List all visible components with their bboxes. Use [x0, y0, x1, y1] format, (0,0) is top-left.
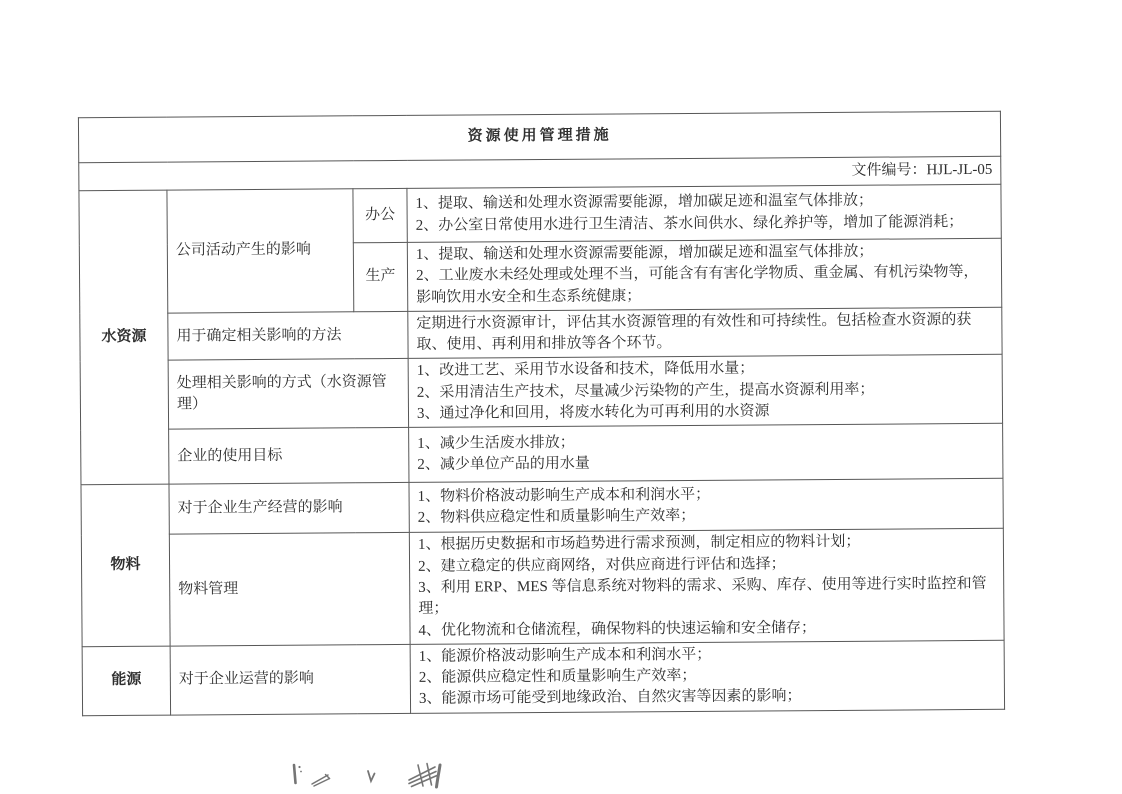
doc-number: 文件编号：HJL-JL-05 [79, 156, 1001, 190]
table-row [81, 424, 1003, 485]
category-water: 水资源 [79, 190, 169, 485]
content-usage-target: 1、减少生活废水排放； 2、减少单位产品的用水量 [409, 424, 1003, 483]
table-row [79, 184, 1001, 244]
table-row [82, 640, 1004, 715]
handwriting-fragments-icon [275, 748, 465, 794]
table-row [80, 307, 1002, 361]
resource-management-table [78, 111, 1005, 716]
item-impact-handling-method: 处理相关影响的方式（水资源管理） [168, 359, 408, 430]
category-material: 物料 [81, 484, 170, 646]
page-title: 资源使用管理措施 [78, 111, 1000, 162]
item-impact-determination-method: 用于确定相关影响的方法 [168, 311, 408, 360]
title-row [78, 111, 1000, 162]
content-office-impact: 1、提取、输送和处理水资源需要能源，增加碳足迹和温室气体排放； 2、办公室日常使用水进行卫生清洁、茶水间供水、绿化养护等，增加了能源消耗； [407, 184, 1001, 242]
content-material-management: 1、根据历史数据和市场趋势进行需求预测，制定相应的物料计划； 2、建立稳定的供应商网络，对供应商进行评估和选择； 3、利用 ERP、MES 等信息系统对物料的需求、采购、库存、使用等进行实时监控和管理； 4、优化物流和仓储流程，确保物料的快速运输和安全储存； [409, 529, 1004, 645]
table-row [81, 529, 1004, 647]
category-energy: 能源 [82, 646, 170, 716]
sub-office: 办公 [353, 188, 407, 242]
item-usage-target: 企业的使用目标 [169, 428, 409, 485]
content-energy-operation-impact: 1、能源价格波动影响生产成本和利润水平； 2、能源供应稳定性和质量影响生产效率； 3、能源市场可能受到地缘政治、自然灾害等因素的影响； [410, 640, 1004, 713]
content-impact-determination-method: 定期进行水资源审计，评估其水资源管理的有效性和可持续性。包括检查水资源的获取、使用、再利用和排放等各个环节。 [408, 307, 1002, 359]
content-production-impact: 1、提取、输送和处理水资源需要能源，增加碳足迹和温室气体排放； 2、工业废水未经处理或处理不当，可能含有有害化学物质、重金属、有机污染物等，影响饮用水安全和生态系统健康； [407, 238, 1001, 311]
content-impact-handling-method: 1、改进工艺、采用节水设备和技术，降低用水量； 2、采用清洁生产技术，尽量减少污染物的产生，提高水资源利用率； 3、通过净化和回用，将废水转化为可再利用的水资源 [408, 355, 1002, 428]
item-material-business-impact: 对于企业生产经营的影响 [169, 483, 409, 535]
item-energy-operation-impact: 对于企业运营的影响 [170, 644, 410, 715]
item-company-activity-impact: 公司活动产生的影响 [167, 189, 354, 313]
item-material-management: 物料管理 [169, 533, 410, 646]
table-row [81, 479, 1003, 535]
document-table-container [78, 111, 1004, 716]
content-material-business-impact: 1、物料价格波动影响生产成本和利润水平； 2、物料供应稳定性和质量影响生产效率； [409, 479, 1003, 533]
sub-production: 生产 [353, 242, 407, 311]
table-row [80, 355, 1002, 430]
